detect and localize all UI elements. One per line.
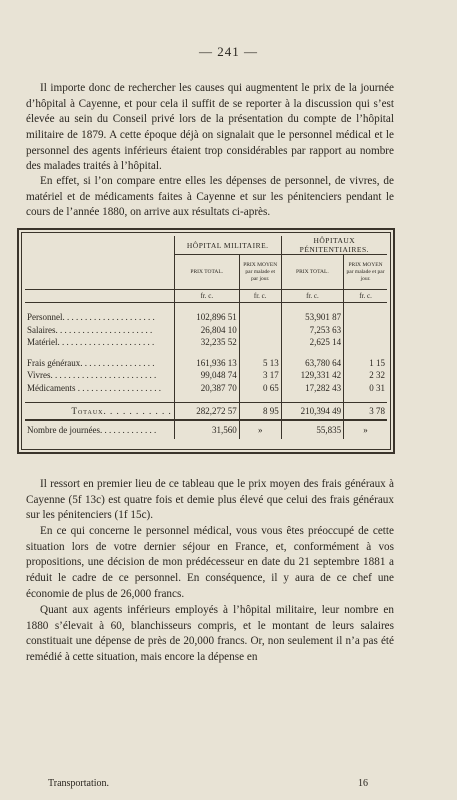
totals-row (25, 403, 387, 421)
total-military-total: 282,272 57 (174, 403, 239, 421)
cell-military-total: 161,936 13 (174, 357, 239, 370)
cell-military-total: 20,387 70 (174, 382, 239, 395)
totals-label: Totaux. . . . . . . . . . . (25, 403, 174, 421)
table-row (25, 336, 387, 349)
table-row (25, 324, 387, 337)
unit-cell: fr. c. (174, 290, 239, 303)
paragraph-1: Il importe donc de rechercher les causes qui augmentent le prix de la journée d’hôpital à Cayenne, et pour cela il suffit de se reporter à la discussion qui s’est élevée au sein du Conseil privé lors de la présentation du compte de l’hôpital militaire de 1879. A cette époque déjà on signalait que le personnel médical et le personnel des agents inférieurs étaient trop considérables par rapport au nombre des malades traités à l’hôpital. (26, 82, 394, 173)
col-header-penit-mean: PRIX MOYEN par malade et par jour. (344, 255, 387, 290)
cell-military-mean: 0 65 (239, 382, 281, 395)
col-header-military-mean: PRIX MOYEN par malade et par jour. (239, 255, 281, 290)
row-label: Matériel. . . . . . . . . . . . . . . . . . . . . . (27, 337, 155, 348)
days-penit-total: 55,835 (281, 420, 343, 439)
days-row (25, 420, 387, 439)
expenses-table (25, 236, 387, 439)
total-penit-total: 210,394 49 (281, 403, 343, 421)
col-header-penit-total: PRIX TOTAL. (281, 255, 343, 290)
col-header-military-total: PRIX TOTAL. (174, 255, 239, 290)
footer-signature: Transportation. (48, 778, 110, 789)
total-military-mean: 8 95 (239, 403, 281, 421)
row-label: Vivres. . . . . . . . . . . . . . . . . . . . . . . . (27, 370, 157, 381)
days-military-mean: » (239, 420, 281, 439)
table-corner (25, 236, 174, 290)
cell-penit-total: 63,780 64 (281, 357, 343, 370)
cell-military-total: 26,804 10 (174, 324, 239, 337)
days-military-total: 31,560 (174, 420, 239, 439)
cell-military-total: 32,235 52 (174, 336, 239, 349)
cell-military-total: 99,048 74 (174, 369, 239, 382)
total-penit-mean: 3 78 (344, 403, 387, 421)
table-row (25, 369, 387, 382)
page-footer (48, 778, 368, 789)
cell-penit-mean: 1 15 (344, 357, 387, 370)
row-label: Personnel. . . . . . . . . . . . . . . . . . . . . (27, 312, 155, 323)
row-label: Salaires. . . . . . . . . . . . . . . . . . . . . . (27, 324, 153, 335)
paragraph-2: En effet, si l’on compare entre elles les dépenses de personnel, de vivres, de matériel et de médicaments faites à Cayenne et sur les pénitenciers pendant le cours de l’année 1880, on arrive aux résultats ci-après. (26, 175, 394, 219)
group-header-military: HÔPITAL MILITAIRE. (174, 236, 281, 255)
units-row (25, 290, 387, 303)
cell-penit-mean (344, 336, 387, 349)
cell-military-mean (239, 336, 281, 349)
cell-penit-mean: 2 32 (344, 369, 387, 382)
unit-cell: fr. c. (344, 290, 387, 303)
table-row (25, 382, 387, 395)
paragraph-4: En ce qui concerne le personnel médical, vous vous êtes préoccupé de cette situation lors de votre dernier séjour en France, et, conformément à vos propositions, une décision de mon prédécesseur en date du 21 septembre 1881 a réduit le cadre de ce personnel. En conséquence, il y aura de ce chef une économie de plus de 26,000 francs. (26, 525, 394, 600)
cell-penit-total: 2,625 14 (281, 336, 343, 349)
cell-penit-total: 17,282 43 (281, 382, 343, 395)
cell-penit-mean (344, 324, 387, 337)
table-row (25, 311, 387, 324)
cell-military-mean (239, 311, 281, 324)
group-header-penitentiary: HÔPITAUX PÉNITENTIAIRES. (281, 236, 387, 255)
cell-penit-total: 7,253 63 (281, 324, 343, 337)
unit-cell: fr. c. (281, 290, 343, 303)
cell-penit-total: 129,331 42 (281, 369, 343, 382)
cell-military-mean (239, 324, 281, 337)
row-label: Frais généraux. . . . . . . . . . . . . . . . . (27, 357, 155, 368)
footer-sheet-number: 16 (358, 778, 368, 789)
days-label: Nombre de journées. . . . . . . . . . . . . (27, 425, 157, 435)
cell-military-mean: 3 17 (239, 369, 281, 382)
days-penit-mean: » (344, 420, 387, 439)
expenses-table-frame (17, 228, 395, 454)
paragraph-3: Il ressort en premier lieu de ce tableau que le prix moyen des frais généraux à Cayenne (5f 13c) est quatre fois et demie plus élevé que celui des frais généraux sur les pénitenciers (1f 15c). (26, 478, 394, 522)
cell-penit-mean (344, 311, 387, 324)
cell-penit-total: 53,901 87 (281, 311, 343, 324)
table-row (25, 357, 387, 370)
row-label: Médicaments . . . . . . . . . . . . . . . . . . . (27, 382, 161, 393)
cell-military-total: 102,896 51 (174, 311, 239, 324)
cell-military-mean: 5 13 (239, 357, 281, 370)
page-number: — 241 — (199, 44, 258, 59)
cell-penit-mean: 0 31 (344, 382, 387, 395)
paragraph-5: Quant aux agents inférieurs employés à l’hôpital militaire, leur nombre en 1880 s’élevait à 60, blanchisseurs compris, et le montant de leurs salaires constituait une dépense de près de 20,000 francs. Or, non seulement il n’a pas été remédié à cette situation, mais encore la dépense en (26, 604, 394, 663)
unit-cell: fr. c. (239, 290, 281, 303)
